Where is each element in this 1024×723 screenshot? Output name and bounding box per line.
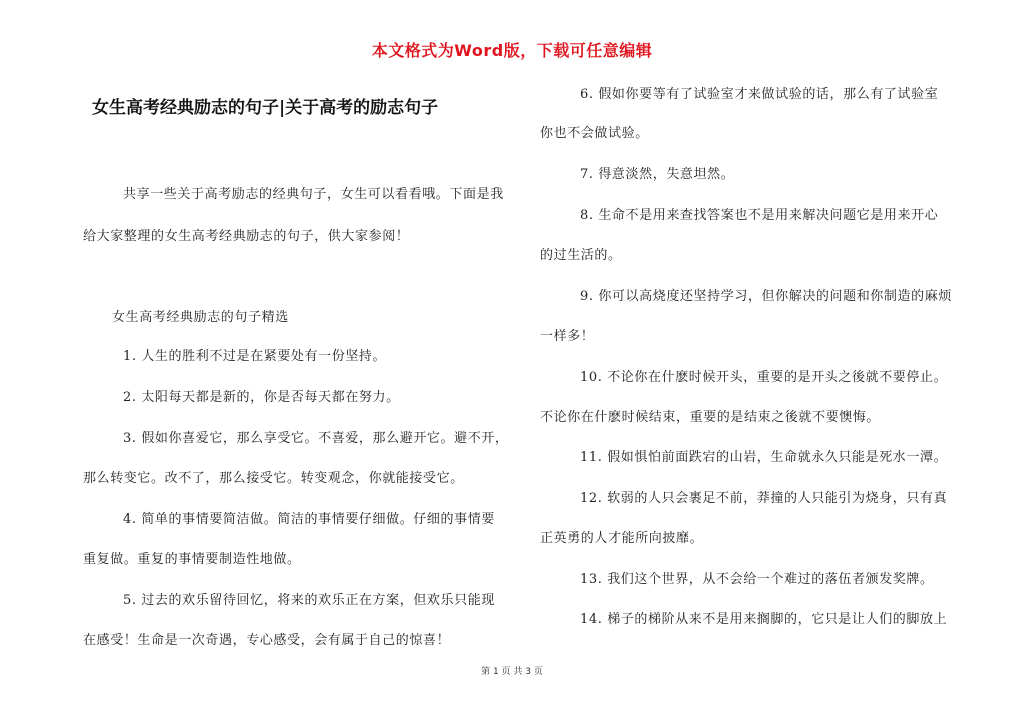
- quote-12-line-2: 正英勇的人才能所向披靡。: [540, 531, 704, 546]
- quote-6-line-2: 你也不会做试验。: [540, 126, 649, 141]
- quote-8-line-1: 8. 生命不是用来查找答案也不是用来解决问题它是用来开心: [580, 208, 939, 223]
- intro-line-1: 共享一些关于高考励志的经典句子，女生可以看看哦。下面是我: [123, 187, 504, 202]
- quote-11: 11. 假如惧怕前面跌宕的山岩，生命就永久只能是死水一潭。: [580, 450, 948, 465]
- quote-12-line-1: 12. 软弱的人只会裹足不前，莽撞的人只能引为烧身，只有真: [580, 491, 948, 506]
- quote-4-line-1: 4. 简单的事情要简洁做。简洁的事情要仔细做。仔细的事情要: [123, 512, 495, 527]
- quote-5-line-1: 5. 过去的欢乐留待回忆，将来的欢乐正在方案，但欢乐只能现: [123, 593, 495, 608]
- quote-7: 7. 得意淡然，失意坦然。: [580, 167, 735, 182]
- quote-8-line-2: 的过生活的。: [540, 248, 622, 263]
- quote-10-line-1: 10. 不论你在什麽时候开头，重要的是开头之後就不要停止。: [580, 370, 948, 385]
- document-title: 女生高考经典励志的句子|关于高考的励志句子: [92, 98, 439, 118]
- quote-9-line-2: 一样多！: [540, 329, 595, 344]
- section-heading: 女生高考经典励志的句子精选: [112, 310, 289, 325]
- quote-13: 13. 我们这个世界，从不会给一个难过的落伍者颁发奖牌。: [580, 572, 934, 587]
- quote-3-line-2: 那么转变它。改不了，那么接受它。转变观念，你就能接受它。: [83, 471, 464, 486]
- intro-line-2: 给大家整理的女生高考经典励志的句子，供大家参阅！: [83, 229, 410, 244]
- quote-6-line-1: 6. 假如你要等有了试验室才来做试验的话，那么有了试验室: [580, 87, 939, 102]
- quote-2: 2. 太阳每天都是新的，你是否每天都在努力。: [123, 390, 400, 405]
- quote-1: 1. 人生的胜利不过是在紧要处有一份坚持。: [123, 349, 387, 364]
- quote-10-line-2: 不论你在什麽时候结束，重要的是结束之後就不要懊悔。: [540, 410, 881, 425]
- quote-14-line-1: 14. 梯子的梯阶从来不是用来搁脚的，它只是让人们的脚放上: [580, 612, 948, 627]
- quote-5-line-2: 在感受！生命是一次奇遇，专心感受，会有属于自己的惊喜！: [83, 633, 451, 648]
- word-format-banner: 本文格式为Word版，下载可任意编辑: [371, 41, 653, 60]
- quote-3-line-1: 3. 假如你喜爱它，那么享受它。不喜爱，那么避开它。避不开，: [123, 431, 509, 446]
- quote-9-line-1: 9. 你可以高烧度还坚持学习，但你解决的问题和你制造的麻烦: [580, 289, 952, 304]
- quote-4-line-2: 重复做。重复的事情要制造性地做。: [83, 552, 301, 567]
- page-number-footer: 第 1 页 共 3 页: [481, 667, 543, 677]
